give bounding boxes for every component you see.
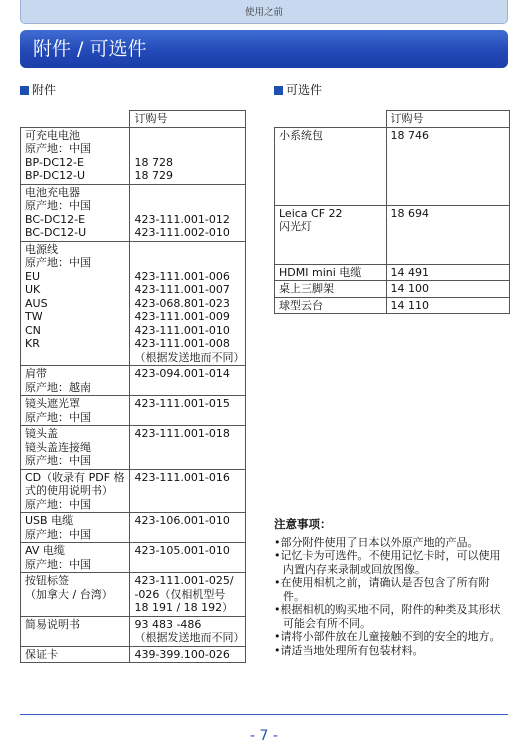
order-number-cell bbox=[386, 281, 509, 298]
item-name-cell bbox=[21, 426, 130, 470]
note-item bbox=[274, 576, 506, 603]
item-name-cell bbox=[21, 573, 130, 617]
order-number-cell bbox=[386, 205, 509, 264]
accessories-table bbox=[20, 110, 246, 663]
order-number-line: 18 746 bbox=[390, 128, 430, 142]
table-row bbox=[275, 127, 510, 205]
order-number-line bbox=[134, 558, 242, 572]
order-number-line: 439-399.100-026 bbox=[134, 647, 230, 661]
order-number-line: -026（仅相机型号 bbox=[134, 587, 226, 601]
table-row bbox=[21, 543, 246, 573]
order-number-line: 423-111.001-007 bbox=[134, 283, 230, 296]
accessories-heading-label: 附件 bbox=[32, 83, 57, 97]
order-number-line: 14 110 bbox=[390, 298, 430, 312]
order-number-line: （根据发送地而不同） bbox=[134, 350, 245, 364]
note-text: 请适当地处理所有包装材料。 bbox=[280, 643, 424, 657]
accessories-heading bbox=[20, 83, 56, 97]
order-number-cell bbox=[130, 396, 246, 426]
order-number-line bbox=[134, 498, 242, 512]
order-number-cell bbox=[130, 127, 246, 184]
table-row bbox=[275, 264, 510, 281]
bullet-icon: • bbox=[274, 549, 281, 562]
square-bullet-icon bbox=[274, 86, 283, 95]
note-text: 部分附件使用了日本以外原产地的产品。 bbox=[280, 535, 479, 549]
notes-section bbox=[274, 518, 506, 657]
item-name-line: 镜头盖连接绳 bbox=[25, 440, 91, 454]
note-item bbox=[274, 536, 506, 550]
item-name-line bbox=[25, 601, 126, 615]
item-name-cell bbox=[275, 297, 387, 314]
item-name-line: 球型云台 bbox=[279, 298, 323, 312]
bullet-icon: • bbox=[274, 603, 281, 616]
item-name-line: 原产地：中国 bbox=[25, 256, 91, 269]
item-name-cell bbox=[21, 646, 130, 663]
order-number-line bbox=[134, 484, 242, 498]
item-name-line: AV 电缆 bbox=[25, 544, 65, 557]
item-name-line: BP-DC12-U bbox=[25, 169, 86, 182]
order-number-line: 423-111.001-008 bbox=[134, 337, 230, 350]
order-number-line: 423-068.801-023 bbox=[134, 296, 230, 310]
item-name-line: 可充电电池 bbox=[25, 128, 80, 142]
order-number-line bbox=[134, 199, 242, 213]
item-name-line: 原产地：中国 bbox=[25, 454, 91, 467]
item-name-line: CN bbox=[25, 323, 41, 337]
item-name-line: BC-DC12-U bbox=[25, 226, 87, 239]
bullet-icon: • bbox=[274, 535, 281, 549]
note-text: 请将小部件放在儿童接触不到的安全的地方。 bbox=[280, 630, 501, 643]
table-header-blank bbox=[21, 111, 130, 128]
table-row bbox=[275, 205, 510, 264]
order-number-line: 423-111.001-006 bbox=[134, 269, 230, 283]
breadcrumb-tab[interactable] bbox=[20, 0, 508, 24]
note-item bbox=[274, 644, 506, 658]
item-name-line: HDMI mini 电缆 bbox=[279, 265, 362, 279]
item-name-cell bbox=[21, 396, 130, 426]
table-header-blank bbox=[275, 111, 387, 128]
bullet-icon: • bbox=[274, 576, 281, 589]
order-number-line bbox=[134, 411, 242, 425]
order-number-cell bbox=[130, 543, 246, 573]
order-number-line bbox=[134, 441, 242, 455]
order-number-line: 423-111.001-009 bbox=[134, 310, 230, 323]
item-name-cell bbox=[21, 184, 130, 241]
note-text: 记忆卡为可选件。不使用记忆卡时，可以使用内置内存来录制或回放图像。 bbox=[280, 549, 501, 576]
item-name-line: 电池充电器 bbox=[25, 185, 80, 199]
item-name-line: 简易说明书 bbox=[25, 617, 80, 631]
item-name-cell bbox=[21, 616, 130, 646]
bullet-icon: • bbox=[274, 643, 281, 657]
order-number-cell bbox=[130, 426, 246, 470]
item-name-line: Leica CF 22 bbox=[279, 206, 343, 220]
table-row bbox=[21, 469, 246, 513]
order-number-line: 18 728 bbox=[134, 155, 173, 169]
item-name-cell bbox=[21, 543, 130, 573]
table-row bbox=[21, 573, 246, 617]
table-row bbox=[21, 241, 246, 366]
order-number-cell bbox=[130, 184, 246, 241]
item-name-line: 原产地：越南 bbox=[25, 380, 91, 394]
order-number-line: 423-111.001-025/ bbox=[134, 574, 234, 587]
item-name-line: 镜头遮光罩 bbox=[25, 397, 80, 410]
item-name-cell bbox=[21, 513, 130, 543]
table-row bbox=[21, 646, 246, 663]
item-name-line: 原产地：中国 bbox=[25, 527, 91, 541]
order-number-line: （根据发送地而不同） bbox=[134, 631, 245, 644]
order-number-line: 423-111.001-010 bbox=[134, 323, 230, 337]
item-name-cell bbox=[21, 127, 130, 184]
item-name-line: TW bbox=[25, 310, 43, 323]
optional-heading bbox=[274, 83, 322, 97]
order-number-cell bbox=[386, 127, 509, 205]
notes-title: 注意事项： bbox=[274, 517, 332, 531]
note-item bbox=[274, 603, 506, 630]
order-number-line bbox=[134, 243, 242, 257]
note-item bbox=[274, 549, 506, 576]
order-number-cell bbox=[130, 366, 246, 396]
order-number-line bbox=[134, 256, 242, 270]
table-row bbox=[21, 513, 246, 543]
item-name-cell bbox=[275, 264, 387, 281]
order-number-line: 93 483 -486 bbox=[134, 617, 202, 631]
item-name-cell bbox=[21, 469, 130, 513]
item-name-line: CD（收录有 PDF 格 bbox=[25, 470, 125, 484]
table-row bbox=[21, 426, 246, 470]
item-name-cell bbox=[275, 281, 387, 298]
square-bullet-icon bbox=[20, 86, 29, 95]
item-name-line: 按钮标签 bbox=[25, 574, 69, 587]
note-item bbox=[274, 630, 506, 644]
table-row bbox=[21, 366, 246, 396]
order-number-cell bbox=[386, 264, 509, 281]
item-name-line: 肩带 bbox=[25, 367, 47, 380]
order-number-cell bbox=[130, 241, 246, 366]
note-text: 在使用相机之前，请确认是否包含了所有附件。 bbox=[280, 576, 490, 603]
item-name-line: 桌上三脚架 bbox=[279, 282, 334, 295]
item-name-line: BP-DC12-E bbox=[25, 155, 84, 169]
item-name-line: 原产地：中国 bbox=[25, 199, 91, 212]
table-row bbox=[21, 127, 246, 184]
order-number-line: 423-094.001-014 bbox=[134, 367, 230, 380]
item-name-line: BC-DC12-E bbox=[25, 212, 86, 226]
order-number-line: 18 191 / 18 192） bbox=[134, 601, 234, 614]
order-number-cell bbox=[130, 469, 246, 513]
page-number: - 7 - bbox=[250, 728, 278, 744]
item-name-cell bbox=[275, 205, 387, 264]
order-number-header: 订购号 bbox=[386, 111, 509, 128]
item-name-line bbox=[25, 351, 126, 365]
item-name-line: AUS bbox=[25, 296, 48, 310]
order-number-line: 423-111.002-010 bbox=[134, 226, 230, 239]
item-name-cell bbox=[275, 127, 387, 205]
order-number-line: 14 491 bbox=[390, 265, 430, 279]
order-number-line: 423-105.001-010 bbox=[134, 544, 230, 557]
item-name-line: 保证卡 bbox=[25, 647, 58, 661]
item-name-line: 小系统包 bbox=[279, 128, 323, 142]
order-number-cell bbox=[130, 646, 246, 663]
order-number-cell bbox=[130, 513, 246, 543]
order-number-line: 423-111.001-012 bbox=[134, 212, 230, 226]
order-number-header: 订购号 bbox=[130, 111, 246, 128]
item-name-line: （加拿大 / 台湾） bbox=[25, 587, 113, 601]
item-name-line: UK bbox=[25, 283, 41, 296]
footer-divider bbox=[20, 714, 508, 715]
order-number-line bbox=[134, 142, 242, 156]
item-name-line: 原产地：中国 bbox=[25, 410, 91, 424]
optional-heading-label: 可选件 bbox=[286, 83, 323, 97]
table-row bbox=[21, 616, 246, 646]
order-number-line: 423-111.001-015 bbox=[134, 397, 230, 410]
order-number-line bbox=[134, 186, 242, 200]
table-row bbox=[275, 297, 510, 314]
table-row bbox=[275, 281, 510, 298]
order-number-cell bbox=[130, 616, 246, 646]
order-number-cell bbox=[130, 573, 246, 617]
order-number-line bbox=[134, 528, 242, 542]
item-name-line: 电源线 bbox=[25, 242, 58, 256]
order-number-line bbox=[134, 454, 242, 468]
order-number-line: 18 729 bbox=[134, 169, 173, 182]
item-name-line: USB 电缆 bbox=[25, 514, 74, 527]
item-name-line: 闪光灯 bbox=[279, 220, 312, 233]
item-name-line bbox=[25, 631, 126, 645]
order-number-line bbox=[134, 381, 242, 395]
item-name-cell bbox=[21, 241, 130, 366]
item-name-line: 原产地：中国 bbox=[25, 142, 91, 155]
note-text: 根据相机的购买地不同，附件的种类及其形状可能会有所不同。 bbox=[280, 603, 501, 630]
order-number-line: 14 100 bbox=[390, 282, 430, 295]
optional-table bbox=[274, 110, 510, 314]
bullet-icon: • bbox=[274, 630, 281, 643]
page-title: 附件 / 可选件 bbox=[20, 30, 508, 68]
order-number-line: 423-111.001-018 bbox=[134, 427, 230, 440]
order-number-line: 18 694 bbox=[390, 206, 430, 220]
item-name-line: 原产地：中国 bbox=[25, 557, 91, 571]
table-row bbox=[21, 184, 246, 241]
item-name-cell bbox=[21, 366, 130, 396]
breadcrumb: 使用之前 bbox=[244, 7, 283, 18]
order-number-line bbox=[134, 129, 242, 143]
item-name-line: 式的使用说明书） bbox=[25, 484, 113, 497]
order-number-line: 423-106.001-010 bbox=[134, 514, 230, 527]
item-name-line: EU bbox=[25, 269, 41, 283]
item-name-line: KR bbox=[25, 337, 40, 350]
item-name-line: 原产地：中国 bbox=[25, 497, 91, 511]
table-row bbox=[21, 396, 246, 426]
order-number-line: 423-111.001-016 bbox=[134, 470, 230, 484]
item-name-line: 镜头盖 bbox=[25, 427, 58, 440]
order-number-cell bbox=[386, 297, 509, 314]
